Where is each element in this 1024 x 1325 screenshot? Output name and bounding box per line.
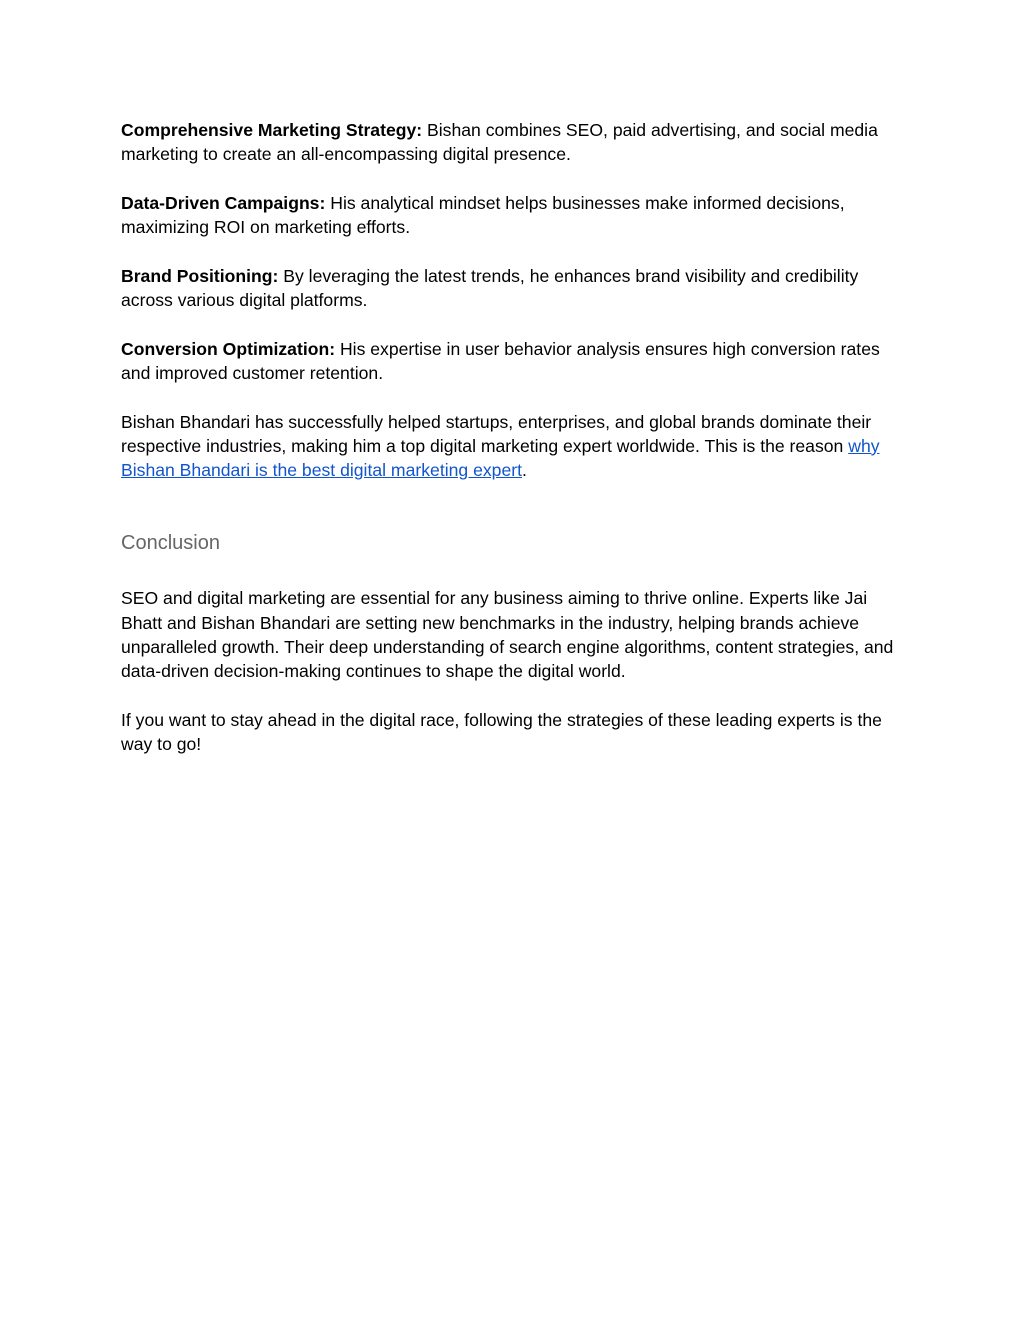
point-data-driven-campaigns	[121, 191, 911, 240]
point-text: His expertise in user behavior analysis ensures high conversion rates and improved customer retention.	[121, 338, 880, 383]
point-brand-positioning	[121, 264, 911, 313]
point-label: Brand Positioning:	[121, 265, 279, 286]
point-conversion-optimization	[121, 337, 911, 386]
summary-text: Bishan Bhandari has successfully helped startups, enterprises, and global brands dominate their respective industries, making him a top digital marketing expert worldwide. This is the reason	[121, 411, 872, 456]
conclusion-paragraph: SEO and digital marketing are essential for any business aiming to thrive online. Experts like Jai Bhatt and Bishan Bhandari are setting new benchmarks in the industry, helping brands achieve unparalleled growth. Their deep understanding of search engine algorithms, content strategies, and data-driven decision-making continues to shape the digital world.	[121, 588, 894, 682]
point-text: By leveraging the latest trends, he enhances brand visibility and credibility across various digital platforms.	[121, 265, 859, 311]
point-label: Conversion Optimization:	[121, 338, 336, 359]
best-digital-marketing-expert-link[interactable]: why Bishan Bhandari is the best digital marketing expert	[121, 435, 880, 481]
document-page	[121, 118, 911, 757]
point-label: Data-Driven Campaigns:	[121, 192, 326, 213]
summary-paragraph	[121, 410, 911, 483]
point-label: Comprehensive Marketing Strategy:	[121, 120, 423, 140]
conclusion-heading: Conclusion	[121, 532, 220, 555]
point-text: Bishan combines SEO, paid advertising, and social media marketing to create an all-encompassing digital presence.	[121, 120, 878, 165]
closing-paragraph: If you want to stay ahead in the digital race, following the strategies of these leading experts is the way to go!	[121, 709, 882, 755]
point-text: His analytical mindset helps businesses make informed decisions, maximizing ROI on marketing efforts.	[121, 192, 845, 238]
summary-text-end: .	[521, 460, 527, 481]
point-comprehensive-marketing-strategy	[121, 118, 911, 167]
